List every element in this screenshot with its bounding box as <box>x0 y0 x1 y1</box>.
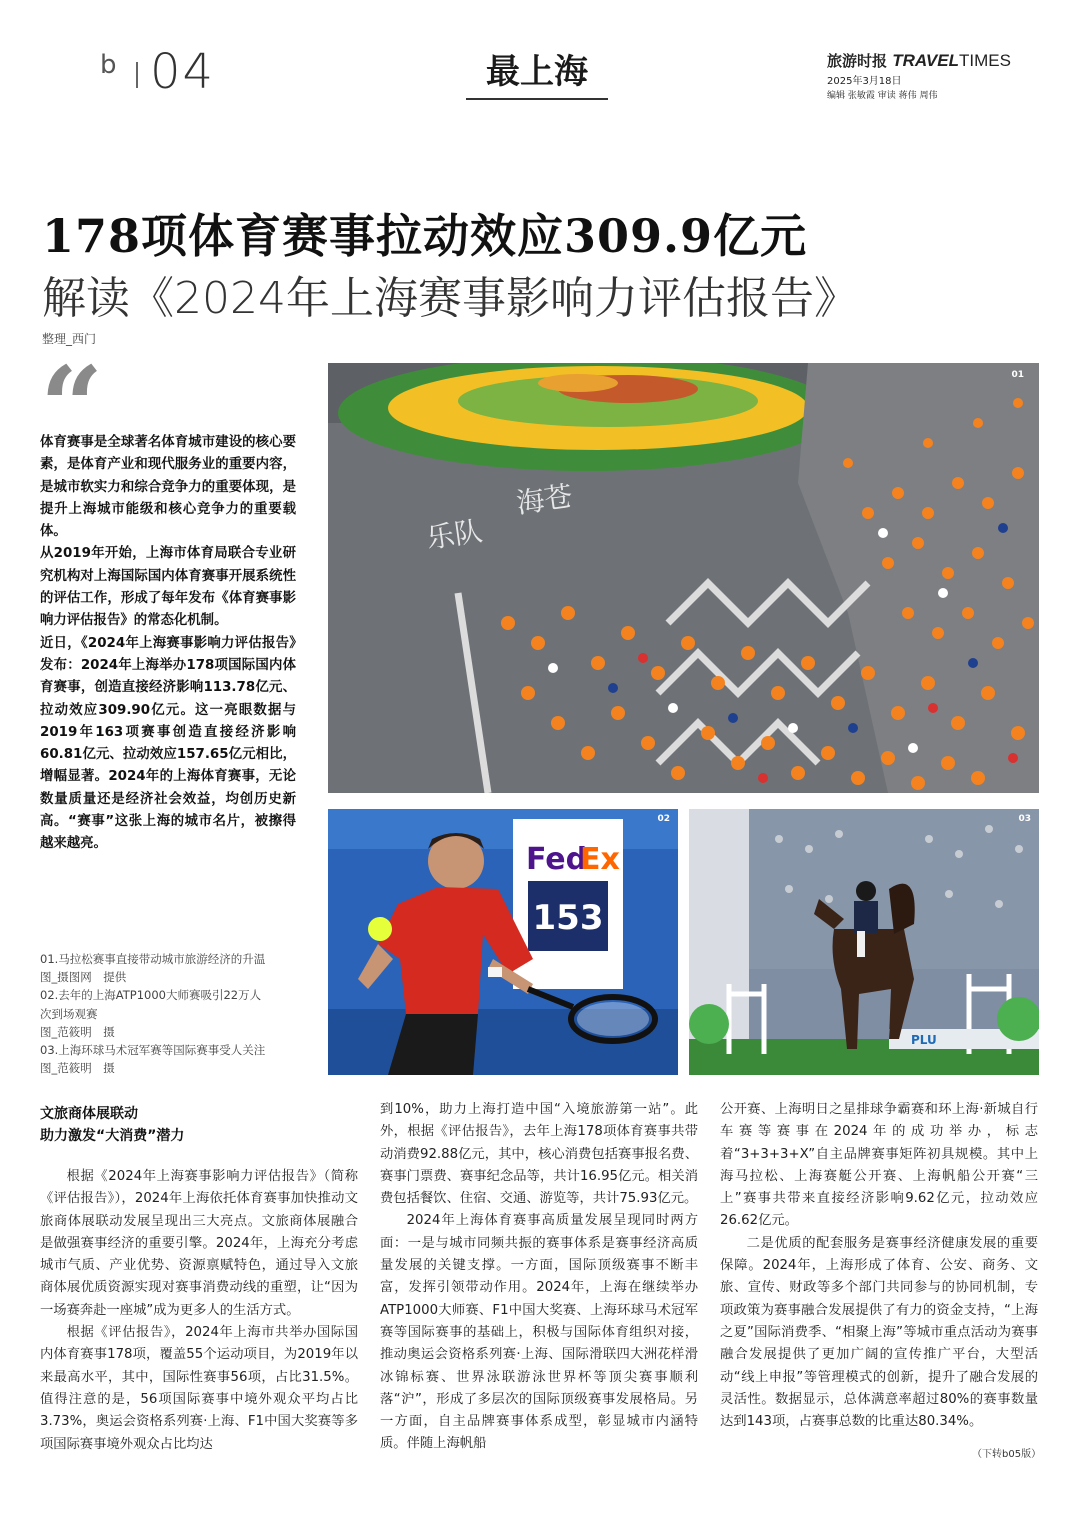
road-marking-text: 海苍 <box>514 479 575 520</box>
marathon-illustration <box>328 363 1039 793</box>
photo-marathon <box>328 363 1039 793</box>
body-paragraph: 根据《评估报告》，2024年上海市共举办国际国内体育赛事178项，覆盖55个运动项目，为2019年以来最高水平，其中，国际性赛事56项，占比31.5%。值得注意的是，56项国际赛事中境外观众平均占比3.73%，奥运会资格系列赛·上海、F1中国大奖赛等多项国际赛事境外观众占比均达 <box>40 1325 358 1452</box>
caption-line: 次到场观赛 <box>40 1006 98 1021</box>
sign-brand-text: Ex <box>580 842 620 877</box>
body-paragraph: 到10%，助力上海打造中国“入境旅游第一站”。此外，根据《评估报告》，去年上海178项体育赛事共带动消费92.88亿元，其中，核心消费包括赛事报名费、赛事门票费、赛事纪念品等，共计16.95亿元。相关消费包括餐饮、住宿、交通、游览等，共计75.93亿元。 <box>380 1102 698 1207</box>
editors-line: 编辑 张敏霞 审读 蒋伟 周伟 <box>827 91 938 101</box>
section-letter: b <box>100 50 119 80</box>
intro-block <box>40 432 296 856</box>
photo-tennis <box>328 809 678 1075</box>
caption-credit: 图_范筱明 摄 <box>40 1024 115 1039</box>
column-title: 最上海 <box>486 52 588 92</box>
subheadline: 解读《2024年上海赛事影响力评估报告》 <box>42 273 858 324</box>
body-paragraph: 公开赛、上海明日之星排球争霸赛和环上海·新城自行车赛等赛事在2024年的成功举办，标志着“3+3+3+X”自主品牌赛事矩阵初具规模。其中上海马拉松、上海赛艇公开赛、上海帆船公开赛“三上”赛事共带来直接经济影响9.62亿元，拉动效应26.62亿元。 <box>720 1102 1038 1229</box>
quote-mark-icon: “ <box>40 342 104 471</box>
body-paragraph: 2024年上海体育赛事高质量发展呈现同时两方面：一是与城市同频共振的赛事体系是赛事经济高质量发展的关键支撑。一方面，国际顶级赛事不断丰富，发挥引领带动作用。2024年，上海在继续举办ATP1000大师赛、F1中国大奖赛、上海环球马术冠军赛等国际赛事的基础上，积极与国际体育组织对接，推动奥运会资格系列赛·上海、国际滑联四大洲花样滑冰锦标赛、世界泳联游泳世界杯等顶尖赛事顺利落“沪”，形成了多层次的国际顶级赛事发展格局。另一方面，自主品牌赛事体系成型，彰显城市内涵特质。伴随上海帆船 <box>380 1213 698 1452</box>
paper-name-en: TRAVEL <box>892 51 959 70</box>
equestrian-illustration <box>689 809 1039 1075</box>
caption-line: 03.上海环球马术冠军赛等国际赛事受人关注 <box>40 1043 266 1058</box>
headline: 178项体育赛事拉动效应309.9亿元 <box>42 209 808 263</box>
body-column-2 <box>380 1099 698 1456</box>
intro-paragraph: 从2019年开始，上海市体育局联合专业研究机构对上海国际国内体育赛事开展系统性的评估工作，形成了每年发布《体育赛事影响力评估报告》的常态化机制。 <box>40 546 296 629</box>
section-heading <box>40 1103 360 1147</box>
photo-number: 03 <box>1018 814 1031 824</box>
caption-credit: 图_范筱明 摄 <box>40 1061 115 1076</box>
page-number: 04 <box>150 44 216 100</box>
caption-credit: 图_摄图网 提供 <box>40 970 127 985</box>
board-text: PLU <box>911 1033 937 1047</box>
intro-paragraph: 近日，《2024年上海赛事影响力评估报告》发布：2024年上海举办178项国际国内体育赛事，创造直接经济影响113.78亿元、拉动效应309.90亿元。这一亮眼数据与2019年163项赛事创造直接经济影响60.81亿元、拉动效应157.65亿元相比，增幅显著。2024年的上海体育赛事，无论数量质量还是经济社会效益，均创历史新高。“赛事”这张上海的城市名片，被擦得越来越亮。 <box>40 635 296 852</box>
road-marking-text: 乐队 <box>424 514 485 555</box>
photo-number: 01 <box>1011 370 1024 380</box>
byline: 整理_西门 <box>42 332 97 346</box>
issue-date: 2025年3月18日 <box>827 76 902 87</box>
paper-masthead <box>827 50 1011 71</box>
body-column-1 <box>40 1166 358 1456</box>
intro-paragraph: 体育赛事是全球著名体育城市建设的核心要素，是体育产业和现代服务业的重要内容，是城市软实力和综合竞争力的重要体现，是提升上海城市能级和核心竞争力的重要载体。 <box>40 435 296 540</box>
column-title-underline <box>466 98 608 100</box>
caption-line: 02.去年的上海ATP1000大师赛吸引22万人 <box>40 988 262 1003</box>
paper-name-en-light: TIMES <box>959 51 1011 70</box>
photo-captions <box>40 950 296 1077</box>
tennis-ball <box>368 917 392 941</box>
photo-equestrian <box>689 809 1039 1075</box>
paper-name-cn: 旅游时报 <box>827 52 888 70</box>
sign-brand-text: Fed <box>526 842 588 877</box>
caption-line: 01.马拉松赛事直接带动城市旅游经济的升温 <box>40 952 266 966</box>
continued-note: （下转b05版） <box>972 1449 1042 1460</box>
header-divider <box>136 62 138 88</box>
body-column-3 <box>720 1099 1038 1433</box>
section-heading-line: 助力激发“大消费”潜力 <box>40 1128 185 1144</box>
photo-number: 02 <box>657 814 670 824</box>
tennis-illustration <box>328 809 678 1075</box>
sign-number-text: 153 <box>532 898 604 938</box>
section-heading-line: 文旅商体展联动 <box>40 1106 138 1122</box>
body-paragraph: 二是优质的配套服务是赛事经济健康发展的重要保障。2024年，上海形成了体育、公安、商务、文旅、宣传、财政等多个部门共同参与的协同机制，专项政策为赛事融合发展提供了有力的资金支持，“上海之夏”国际消费季、“相聚上海”等城市重点活动为赛事融合发展提供了更加广阔的宣传推广平台，大型活动“线上申报”等管理模式的创新，提升了融合发展的灵活性。数据显示，总体满意率超过80%的赛事数量达到143项，占赛事总数的比重达80.34%。 <box>720 1235 1038 1430</box>
body-paragraph: 根据《2024年上海赛事影响力评估报告》（简称《评估报告》），2024年上海依托体育赛事加快推动文旅商体展联动发展呈现出三大亮点。文旅商体展融合是做强赛事经济的重要引擎。2024年，上海充分考虑城市气质、产业优势、资源禀赋特色，通过导入文旅商体展优质资源实现对赛事消费动线的重塑，让“因为一场赛奔赴一座城”成为更多人的生活方式。 <box>40 1169 358 1318</box>
